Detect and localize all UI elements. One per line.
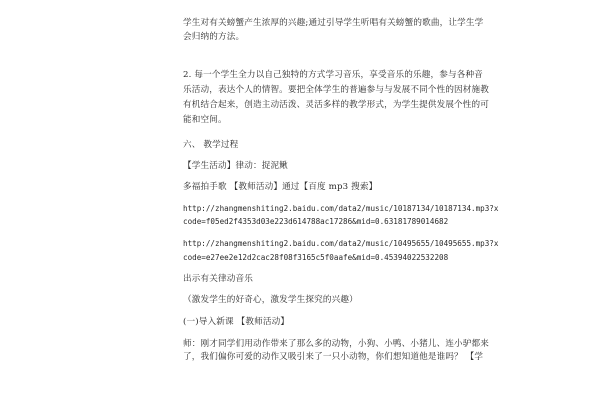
url-2-line-2[interactable]: code=e27ee2e12d2cac28f08f3165c5f0aafe&mid=0.45394022532208 [183, 253, 449, 262]
url-2-line-1[interactable]: http://zhangmenshiting2.baidu.com/data2/music/10495655/10495655.mp3?x [183, 239, 499, 248]
paragraph-2-line-4: 能和空间。 [183, 115, 227, 125]
paragraph-2-line-1: 2. 每一个学生全力以自己独特的方式学习音乐，享受音乐的乐趣，参与各种音 [183, 70, 483, 80]
section-heading: 六、 教学过程 [183, 140, 239, 150]
url-1-line-1[interactable]: http://zhangmenshiting2.baidu.com/data2/music/10187134/10187134.mp3?x [183, 204, 499, 213]
paragraph-1-line-2: 会归纳的方法。 [183, 32, 245, 42]
url-1-line-2[interactable]: code=f05ed2f4353d03e223d614788ac17286&mid=0.63181789014682 [183, 217, 449, 226]
activity-2: 多福拍手歌 【教师活动】通过【百度 mp3 搜索】 [183, 182, 378, 192]
activity-1: 【学生活动】律动：捉泥鳅 [183, 161, 288, 171]
intro-heading: (一)导入新课 【教师活动】 [183, 317, 290, 327]
paragraph-1-line-1: 学生对有关螃蟹产生浓厚的兴趣;通过引导学生听唱有关螃蟹的歌曲，让学生学 [183, 18, 484, 28]
teacher-line-1: 师：刚才同学们用动作带来了那么多的动物，小狗、小鸭、小猪儿、连小驴都来 [183, 339, 490, 349]
paragraph-2-line-3: 有机结合起来，创造主动活泼、灵活多样的教学形式，为学生提供发展个性的可 [183, 100, 490, 110]
paragraph-2-line-2: 乐活动，表达个人的情智。要把全体学生的普遍参与与发展不同个性的因材施教 [183, 85, 490, 95]
stimulate-note: （激发学生的好奇心，激发学生探究的兴趣） [183, 295, 358, 305]
show-music-heading: 出示有关律动音乐 [183, 274, 253, 284]
teacher-line-2: 了，我们偏你可爱的动作又吸引来了一只小动物，你们想知道他是谁吗？ 【学 [183, 352, 484, 362]
